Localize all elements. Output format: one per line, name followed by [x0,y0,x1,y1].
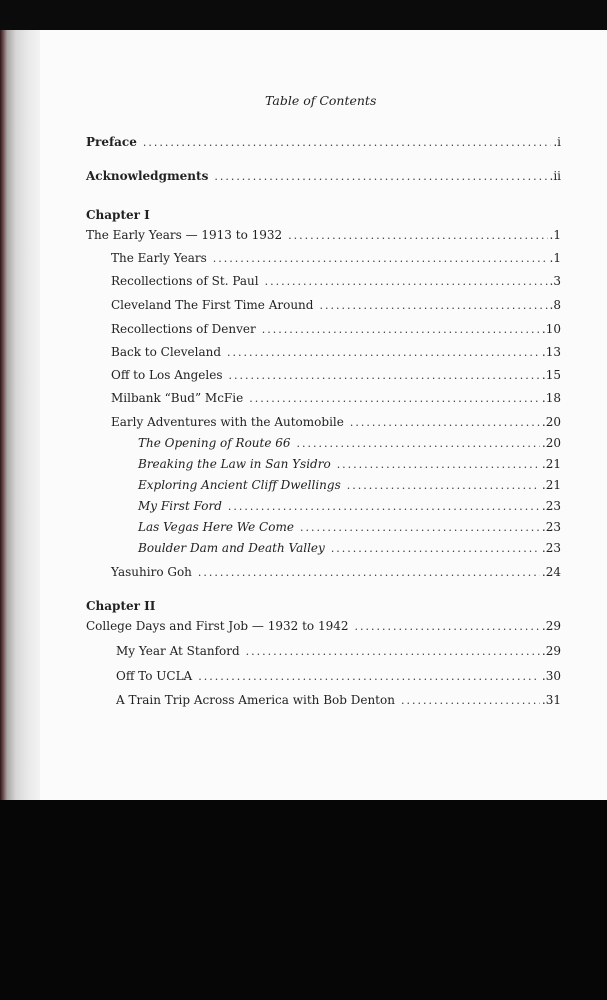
page-title: Table of Contents [265,93,377,108]
toc-subentry [138,520,561,534]
toc-entry-title: Recollections of Denver [111,322,256,336]
toc-entry-title: Las Vegas Here We Come [138,520,294,534]
dot-leader [337,458,540,471]
toc-entry-title: Early Adventures with the Automobile [111,415,344,429]
toc-entry [116,669,561,683]
toc-entry-title: The Early Years — 1913 to 1932 [86,228,283,242]
toc-entry-title: Breaking the Law in San Ysidro [138,457,331,471]
toc-entry-page: .29 [541,644,561,658]
toc-entry-page: .23 [541,541,561,555]
toc-entry-preface [86,135,561,149]
dot-leader [401,694,540,707]
toc-entry-page: .20 [541,436,561,450]
toc-entry-page: .20 [541,415,561,429]
toc-subentry [138,457,561,471]
toc-entry [111,345,561,359]
toc-subentry [138,436,561,450]
toc-subentry [138,499,561,513]
toc-entry-title: Boulder Dam and Death Valley [138,541,325,555]
toc-entry-acknowledgments [86,169,561,183]
toc-subentry [138,541,561,555]
dot-leader [288,229,547,242]
toc-entry [86,228,561,242]
toc-entry-page: .18 [541,391,561,405]
toc-entry-title: Recollections of St. Paul [111,274,259,288]
toc-entry-page: .10 [541,322,561,336]
scan-bottom-border [0,800,607,1000]
toc-entry-title: Milbank “Bud” McFie [111,391,244,405]
dot-leader [228,500,540,513]
toc-entry-title: Acknowledgments [86,169,209,183]
toc-entry-page: .31 [541,693,561,707]
toc-entry-title: Cleveland The First Time Around [111,298,314,312]
dot-leader [297,437,540,450]
toc-entry [111,565,561,579]
toc-entry-title: The Early Years [111,251,207,265]
toc-entry-title: Exploring Ancient Cliff Dwellings [138,478,341,492]
toc-entry-title: The Opening of Route 66 [138,436,291,450]
toc-entry-page: .21 [541,478,561,492]
dot-leader [331,542,540,555]
toc-entry-page: .1 [549,251,561,265]
toc-entry [111,298,561,312]
toc-entry [86,619,561,633]
dot-leader [198,670,540,683]
dot-leader [213,252,548,265]
toc-entry-title: Back to Cleveland [111,345,222,359]
toc-entry-title: Preface [86,135,137,149]
toc-entry-page: .23 [541,499,561,513]
dot-leader [143,136,551,149]
dot-leader [354,620,539,633]
dot-leader [265,275,548,288]
book-page [40,30,607,800]
toc-entry-page: .3 [549,274,561,288]
toc-entry [111,251,561,265]
dot-leader [249,392,540,405]
toc-entry-page: .8 [549,298,561,312]
scan-top-border [0,0,607,30]
toc-entry [111,274,561,288]
toc-entry-page: .1 [549,228,561,242]
toc-entry [111,368,561,382]
dot-leader [350,416,540,429]
toc-subentry [138,478,561,492]
dot-leader [319,299,547,312]
dot-leader [214,170,547,183]
toc-entry [116,693,561,707]
toc-entry-page: .23 [541,520,561,534]
dot-leader [228,369,539,382]
toc-entry-title: Yasuhiro Goh [111,565,192,579]
toc-entry-page: .30 [541,669,561,683]
toc-entry-title: Off to Los Angeles [111,368,223,382]
chapter-label: Chapter II [86,599,156,613]
toc-entry [111,391,561,405]
toc-entry-page: .i [553,135,561,149]
dot-leader [198,566,540,579]
toc-entry-page: .13 [541,345,561,359]
dot-leader [347,479,540,492]
toc-entry-page: .21 [541,457,561,471]
dot-leader [227,346,540,359]
toc-entry [111,322,561,336]
toc-entry-page: .24 [541,565,561,579]
toc-entry [111,415,561,429]
toc-entry-page: .15 [541,368,561,382]
toc-entry-title: My Year At Stanford [116,644,240,658]
toc-entry-title: Off To UCLA [116,669,193,683]
toc-entry-page: .29 [541,619,561,633]
chapter-label: Chapter I [86,208,150,222]
toc-entry-title: A Train Trip Across America with Bob Denton [116,693,395,707]
toc-entry [116,644,561,658]
dot-leader [300,521,540,534]
toc-entry-title: College Days and First Job — 1932 to 1942 [86,619,349,633]
toc-entry-title: My First Ford [138,499,222,513]
book-binding-edge [0,30,40,800]
dot-leader [246,645,540,658]
toc-entry-page: .ii [549,169,561,183]
dot-leader [262,323,540,336]
